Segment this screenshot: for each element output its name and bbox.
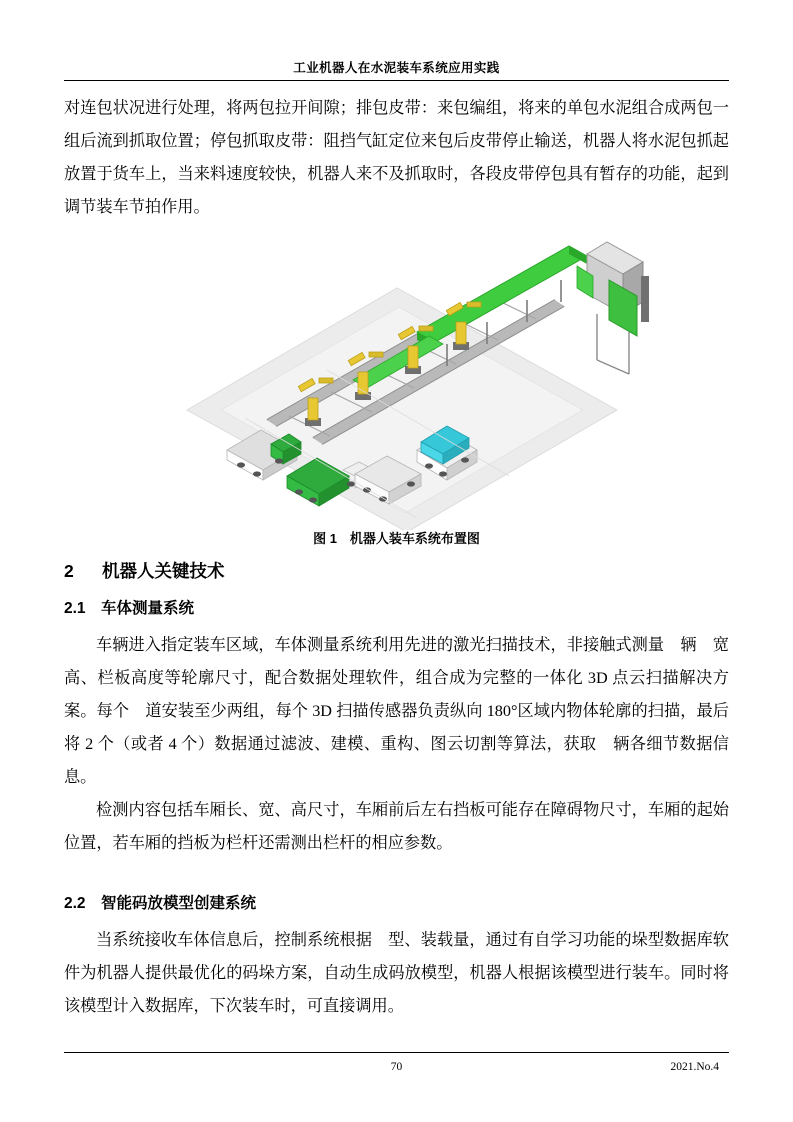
section-2-1-block <box>64 595 729 860</box>
section-2-2-block <box>64 890 729 1023</box>
heading-section-2 <box>64 556 729 586</box>
figure-caption: 图 1 机器人装车系统布置图 <box>313 531 480 546</box>
heading-section-2-2: 2.2 智能码放模型创建系统 <box>64 895 257 912</box>
heading-section-2-title: 机器人关键技术 <box>102 561 225 581</box>
paragraph-2-2-1: 当系统接收车体信息后，控制系统根据 型、装载量，通过有自学习功能的垛型数据库软件为机器人提供最优化的码垛方案，自动生成码放模型，机器人根据该模型进行装车。同时将该模型计入数据库，下次装车时，可直接调用。 <box>64 931 729 1015</box>
footer-rule <box>64 1052 729 1053</box>
intro-paragraph-block <box>64 92 729 224</box>
page-number: 70 <box>390 1061 403 1073</box>
header-rule <box>64 80 729 81</box>
paragraph-2-1-1: 车辆进入指定装车区域，车体测量系统利用先进的激光扫描技术，非接触式测量 辆 宽高、栏板高度等轮廓尺寸，配合数据处理软件，组合成为完整的一体化 3D 点云扫描解决方案。每个 道安装至少两组，每个 3D 扫描传感器负责纵向 180°区域内物体轮廓的扫描，最后将 2 个（或者 4 个）数据通过滤波、建模、重构、图云切割等算法，获取 辆各细节数据信息。 <box>64 636 729 786</box>
running-head: 工业机器人在水泥装车系统应用实践 <box>293 61 500 75</box>
robot-loading-system-diagram <box>117 240 677 530</box>
page-content <box>64 0 729 1122</box>
issue-label: 2021.No.4 <box>670 1061 719 1073</box>
heading-section-2-1: 2.1 车体测量系统 <box>64 600 195 617</box>
heading-section-2-number: 2 <box>64 561 74 581</box>
figure-image <box>64 240 729 540</box>
intro-paragraph: 对连包状况进行处理，将两包拉开间隙；排包皮带：来包编组，将来的单包水泥组合成两包一组后流到抓取位置；停包抓取皮带：阻挡气缸定位来包后皮带停止输送，机器人将水泥包抓起放置于货车上，当来料速度较快，机器人来不及抓取时，各段皮带停包具有暂存的功能，起到调节装车节拍作用。 <box>64 99 729 216</box>
page-footer <box>64 1061 729 1079</box>
paragraph-2-1-2: 检测内容包括车厢长、宽、高尺寸，车厢前后左右挡板可能存在障碍物尺寸，车厢的起始位置，若车厢的挡板为栏杆还需测出栏杆的相应参数。 <box>64 801 729 852</box>
section-2-block <box>64 556 729 586</box>
